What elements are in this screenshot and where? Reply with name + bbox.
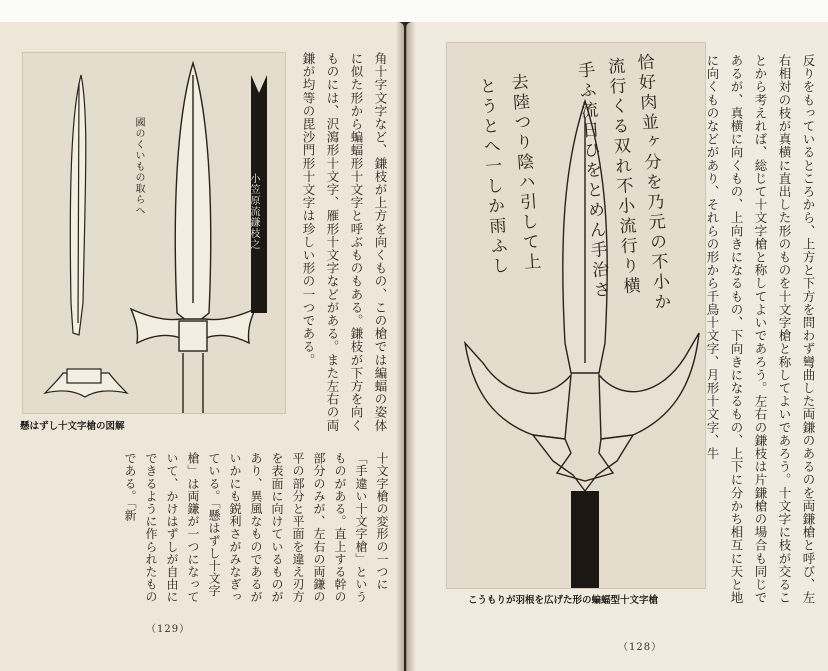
brush-line-3: 手ふ流日ひをとめん手治さ [573,60,611,302]
left-figure-plate [22,52,286,414]
spear-blade-outline-2 [131,63,255,413]
right-caption-ruby: こうもり [572,583,593,589]
figure-label-2: 小笠原流鎌枝之 [248,173,259,250]
spear-blade-outline-1 [45,75,127,397]
brush-line-5: とうとへ一しか雨ふし [475,76,509,278]
book-gutter [396,22,416,671]
left-body-text: 角十字文字など、鎌枝が上方を向くもの、この槍では編蝠の姿体に似た形から蝙蝠形十文字と呼ぶものもある。鎌枝が下方を向くものには、沢瀉形十文字、雁形十文字などがある。また左右の両鎌が均等の毘沙門形十文字は珍しい形の一つである。 [301,52,388,432]
right-shaft [571,491,599,588]
brush-line-2: 流行くる双れ不小流行り横 [603,56,641,298]
left-page-number: （129） [146,624,191,635]
brush-line-4: 去陸つり陰ハ引して上 [507,72,541,274]
top-margin [0,0,828,22]
brush-line-1: 恰好肉並ヶ分を乃元の不小か [632,52,672,314]
right-body-text: 反りをもっているところから、上方と下方を問わず彎曲した両鎌のあるのを両鎌槍と呼び、左右相対の枝が真横に直出した形のものを十文字槍と称してよいであろう。十文字に枝が交ることから考えれば、総じて十文字槍と称してよいであろう。左右の鎌枝は片鎌槍の場合も同じであるが、真横に向くもの、上向きになるもの、下向きになるもの、上下に分かち相互に天と地に向くものなどがあり、それらの形から千鳥十文字、月形十文字、牛 [705,54,816,605]
right-figure-plate [446,42,706,589]
figure-label-1: 國のくいもの取らへ [133,117,144,216]
left-figure-caption: 懸はずし十文字槍の図解 [20,421,125,432]
right-page-number: （128） [618,642,663,653]
right-figure-caption: こうもりが羽根を広げた形の蝙蝠型十文字槍 [468,595,659,606]
left-bottom-text: 十文字槍の変形の一つに「手違い十文字槍」というものがある。直上する幹の部分のみが、左右の両鎌の平の部分と平面を違え刃方を表面に向けているものがあり、異風なものであるがいかにも鋭利さがみなぎっている。「懸はずし十文字槍」は両鎌が一つになっていて、かけはずしが自由にできるように作られたものである。「新 [123,452,389,604]
